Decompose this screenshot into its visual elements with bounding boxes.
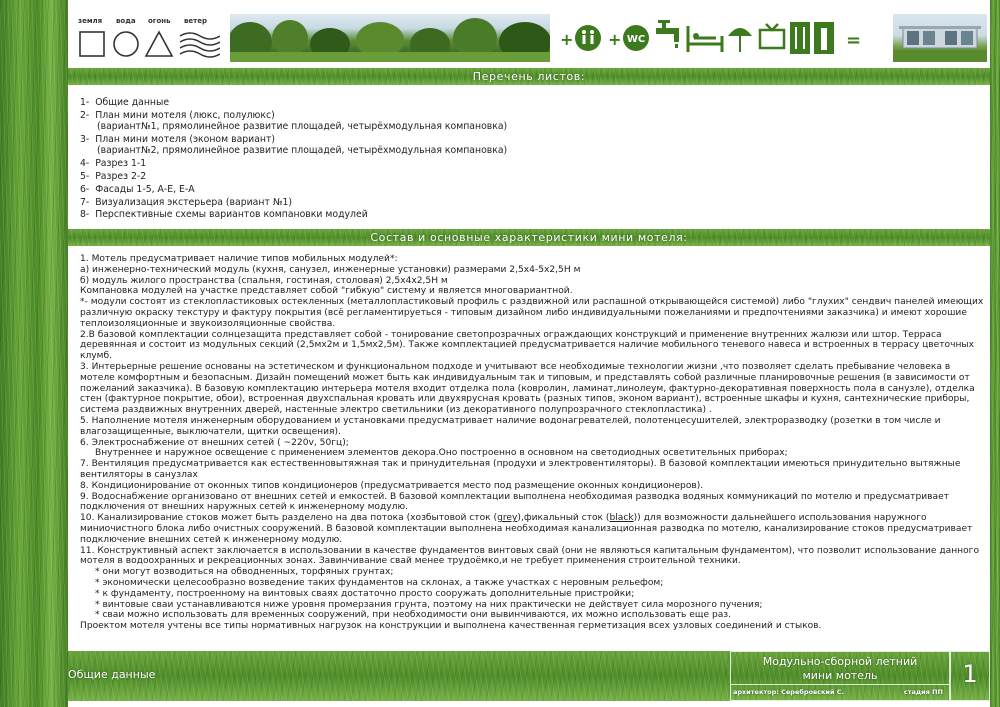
paragraph: 6. Электроснабжение от внешних сетей ( ~220v, 50гц);	[80, 437, 349, 448]
faucet-icon	[656, 20, 679, 48]
list-item: 4- Разрез 1-1	[80, 158, 147, 170]
sheets-section-title: Перечень листов:	[472, 70, 586, 83]
grey-link-text: grey	[497, 513, 518, 524]
header-strip	[68, 10, 990, 66]
svg-text:WC: WC	[626, 34, 646, 45]
amenities-icons	[556, 14, 886, 62]
element-label-wind: ветер	[184, 17, 207, 25]
composition-section-title: Состав и основные характеристики мини мотеля:	[370, 231, 688, 244]
element-label-earth: земля	[78, 17, 103, 25]
bullet-item: * к фундаменту, построенному на винтовых сваях достаточно просто сооружать дополнительные пристройки;	[95, 588, 635, 599]
amenities-illustration	[556, 14, 886, 62]
project-title-line1: Модульно-сборной летний	[762, 655, 918, 668]
trees-illustration	[230, 14, 550, 62]
list-item: 3- План мини мотеля (эконом вариант) (вариант№2, прямолинейное развитие площадей, четырёхмодульная компановка)	[80, 134, 508, 157]
paragraph: 5. Наполнение мотеля инженерным оборудованием и установками предусматривает наличие водонагревателей, полотенцесушителей, электроразводку (розетки в том числе и влагозащищенные, выключатели, щитки освещения).	[80, 415, 941, 437]
list-item: 8- Перспективные схемы вариантов компановки модулей	[80, 209, 368, 221]
plus-icon: +	[560, 30, 574, 49]
motel-illustration	[893, 14, 987, 62]
bottle-icon	[814, 22, 834, 54]
utensils-icon	[790, 22, 810, 54]
list-item: 2- План мини мотеля (люкс, полулюкс) (вариант№1, прямолинейное развитие площадей, четырёхмодульная компановка)	[80, 109, 508, 133]
paragraph: б) модуль жилого пространства (спальня, гостиная, столовая) 2,5х4х2,5Н м	[80, 275, 448, 286]
tv-icon	[760, 24, 784, 48]
left-grass-border	[0, 0, 68, 707]
title-block	[730, 651, 950, 685]
composition-text	[80, 254, 984, 632]
project-title-line2: мини мотель	[802, 669, 878, 682]
paragraph: Проектом мотеля учтены все типы нормативных нагрузок на конструкции и выполнена качественная герметизация всех узловых соединений и стыков.	[80, 621, 822, 632]
bullet-item: * экономически целесообразно возведение таких фундаментов на склонах, а также участках с неровным рельефом;	[95, 577, 664, 588]
wc-icon	[623, 25, 649, 51]
list-item: 1- Общие данные	[80, 97, 170, 108]
elements-legend	[72, 14, 224, 62]
paragraph: 9. Водоснабжение организовано от внешних сетей и емкостей. В базовой комплектации выполнена необходимая разводка водяных коммуникаций по мотелю и предусматривает подключения от внешних наружных сетей к инженерному модулю.	[80, 491, 949, 513]
stage-label: стадия ПП	[903, 688, 943, 696]
composition-section-bar	[68, 229, 990, 246]
paragraph: 3. Интерьерные решение основаны на эстетическом и функциональном подходе и учитывают все необходимые технологии жизни ,что позволяет сделать пребывание человека в мотеле комфортным и безопасным. Дизайн помещений может быть как индивидуальным так и типовым, и представлять собой различные планировочные решения (в зависимости от пожеланий заказчика). В базовую комплектацию интерьера мотеля входит отделка пола (ковролин, ламинат,линолеум, фактурно-декоративная поверхность пола в санузле), отделка стен (фактурное покрытие, обои), встроенная двухспальная кровать или двухярусная кровать (разных типов, эконом вариант), встроенные шкафы и кухня, сантехнические приборы, система раздвижных внутренних дверей, настенные электро светильники (из декоративного полупрозрачного стеклопластика) .	[80, 361, 975, 416]
list-item: 7- Визуализация экстерьера (вариант №1)	[80, 196, 293, 208]
sheet-number-box	[950, 651, 990, 701]
bed-icon	[688, 26, 722, 52]
paragraph: 7. Вентиляция предусматривается как естественновытяжная так и принудительная (продухи и электровентиляторы). В базовой комплектации имеються принудительно вытяжные вентиляторы в санузлах	[80, 459, 961, 480]
square-icon	[78, 30, 106, 58]
umbrella-icon	[728, 28, 752, 52]
list-item: 5- Разрез 2-2	[80, 171, 147, 182]
paragraph: Внутреннее и наружное освещение с применением элементов декора.Оно построенно в основном на светодиодных осветительных приборах;	[95, 448, 788, 459]
people-icon	[575, 25, 601, 51]
paragraph: 8. Кондиционирование от оконных типов кондиционеров (предусматривается место под размещение оконных кондиционеров).	[80, 480, 704, 491]
sheet-number: 1	[962, 660, 978, 688]
circle-icon	[112, 30, 140, 58]
motel-render-image	[893, 14, 987, 62]
paragraph: 1. Мотель предусматривает наличие типов мобильных модулей*:	[80, 254, 398, 264]
equals-icon: =	[846, 30, 862, 51]
bullet-item: * винтовые сваи устанавливаются ниже уровня промерзания грунта, поэтому на них практически не действует сила морозного пучения;	[95, 599, 763, 610]
paragraph: Компановка модулей на участке представляет собой "гибкую" систему и является многовариантной.	[80, 286, 573, 297]
list-item: 6- Фасады 1-5, А-Е, Е-А	[80, 183, 195, 195]
paragraph: 2.В базовой комплектации солнцезащита представляет собой - тонирование светопрозрачных ограждающих конструкций и применение внутренних жалюзи или штор. Терраса деревянная и состоит из модульных секций (2,5мх2м и 1,5мх2,5м). Также комплектацией предусматривается наличие мобильного теневого навеса и встроенных в террасу цветочных клумб.	[80, 329, 974, 362]
paragraph: *- модули состоят из стеклопластиковых остекленных (металлопластиковый профиль с раздвижной или распашной открывающейся системой) либо "глухих" сендвич панелей имеющих различную окраску текстуру и фактуру покрытия (всё регламентируеться - типовым дизайном либо индивидуальными пожеланиями и предпочтениями заказчика) и имеют хорошие теплоизоляционные и звукоизоляционные свойства.	[80, 297, 984, 329]
plus-icon-2: +	[608, 30, 622, 49]
waves-icon	[178, 30, 220, 58]
paragraph: а) инженерно-технический модуль (кухня, санузел, инженерные установки) размерами 2,5х4-5х2,5Н м	[80, 264, 581, 275]
footer-section-name: Общие данные	[68, 668, 156, 681]
sheet-list	[80, 97, 980, 222]
bullet-item: * сваи можно использовать для временных сооружений, при необходимости они вывинчиваются, их можно использовать еще раз.	[95, 610, 732, 621]
black-link-text: black	[609, 513, 634, 524]
triangle-icon	[144, 30, 174, 58]
sheets-section-bar	[68, 68, 990, 85]
element-label-water: вода	[116, 17, 136, 25]
bullet-item: * они могут возводиться на обводненных, торфяных грунтах;	[95, 567, 394, 578]
paragraph: 11. Конструктивный аспект заключается в использовании в качестве фундаментов винтовых свай (они не являються капитальным фундаментом), что позволит использование данного мотеля в водоохранных и рекреационных зонах. Завинчивание свай менее трудоёмко,и не требует применения строительной техники.	[80, 545, 980, 567]
paragraph: 10. Канализирование стоков может быть разделено на два потока (хозбытовой сток (grey),фикальный сток (black)) для возможности дальнейшего использования наружного миниочистного блока либо очистных сооружений. В базовой комплектации выполнена необходимая канализационная разводка по мотелю, канализирование стоков предусматривает подключение внешних сетей к инженерному модулю.	[80, 513, 973, 545]
author-row	[730, 685, 950, 701]
right-grass-border	[990, 0, 1000, 707]
element-label-fire: огонь	[148, 17, 171, 25]
landscape-image	[230, 14, 550, 62]
architect-name: архитектор: Серебровский С.	[733, 688, 845, 696]
